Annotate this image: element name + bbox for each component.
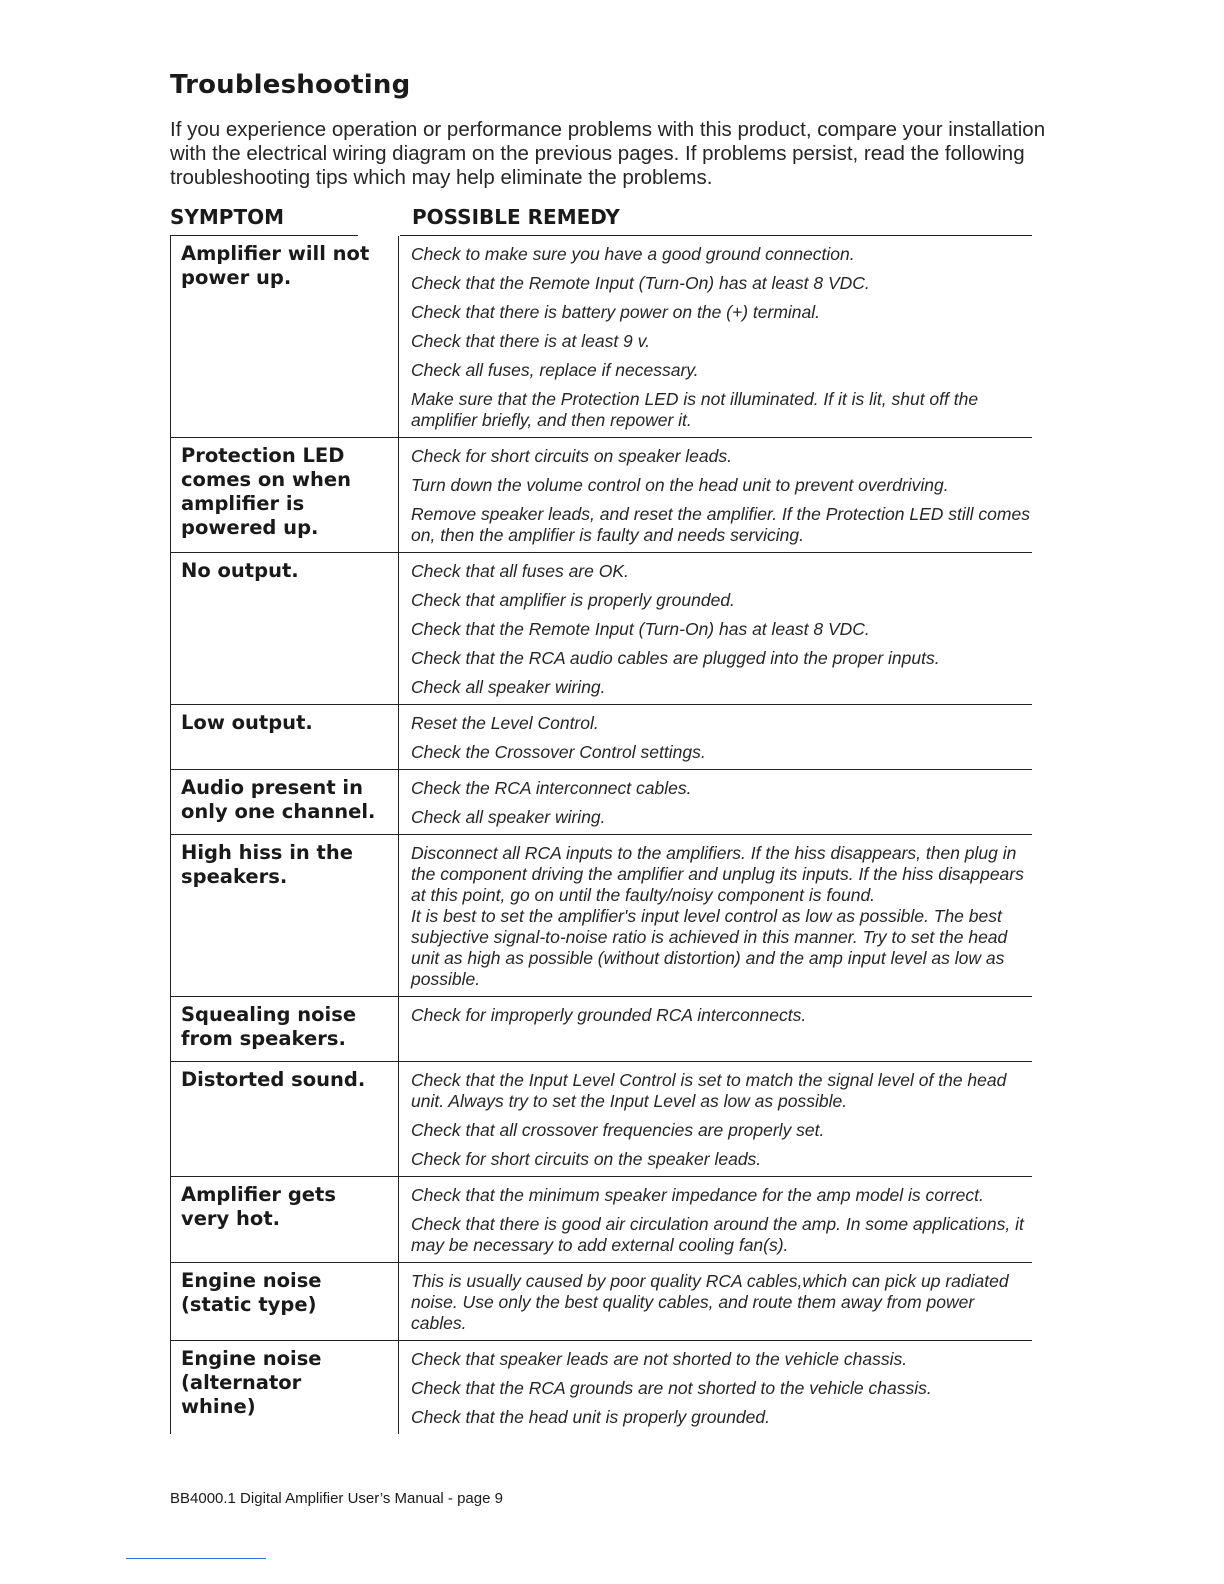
remedy-item: Check to make sure you have a good ground connection.: [411, 244, 855, 264]
symptom-cell: [170, 236, 398, 437]
bottom-link-rule: [126, 1558, 266, 1559]
remedy-item: This is usually caused by poor quality RCA cables,which can pick up radiated noise. Use only the best quality cables, and route them away from power cables.: [411, 1271, 1009, 1333]
symptom-text: Protection LED comes on when amplifier is powered up.: [181, 444, 351, 539]
remedy-cell: [398, 997, 1032, 1061]
symptom-cell: [170, 770, 398, 834]
remedy-item: Check that the minimum speaker impedance for the amp model is correct.: [411, 1185, 984, 1205]
table-row: [170, 996, 1032, 1061]
page-footer: BB4000.1 Digital Amplifier User’s Manual - page 9: [170, 1490, 503, 1507]
symptom-text: Amplifier will not power up.: [181, 242, 370, 289]
remedy-cell: [398, 1177, 1032, 1262]
remedy-item: Check for improperly grounded RCA interconnects.: [411, 1005, 807, 1025]
remedy-cell: [398, 438, 1032, 552]
remedy-item: Check that the RCA audio cables are plugged into the proper inputs.: [411, 648, 940, 668]
remedy-item: Check all speaker wiring.: [411, 677, 606, 697]
remedy-cell: [398, 1263, 1032, 1340]
table-row: [170, 552, 1032, 704]
symptom-column-header: SYMPTOM: [170, 205, 284, 229]
symptom-cell: [170, 705, 398, 769]
remedy-item: Check that the Remote Input (Turn-On) has at least 8 VDC.: [411, 273, 870, 293]
remedy-item: Make sure that the Protection LED is not illuminated. If it is lit, shut off the amplifier briefly, and then repower it.: [411, 389, 979, 430]
symptom-cell: [170, 997, 398, 1061]
symptom-cell: [170, 1177, 398, 1262]
remedy-item: Check all fuses, replace if necessary.: [411, 360, 699, 380]
remedy-item: Check that all fuses are OK.: [411, 561, 629, 581]
remedy-item: Turn down the volume control on the head unit to prevent overdriving.: [411, 475, 949, 495]
remedy-cell: [398, 1062, 1032, 1176]
symptom-text: Engine noise (static type): [181, 1269, 322, 1316]
symptom-cell: [170, 1062, 398, 1176]
symptom-text: Engine noise (alternator whine): [181, 1347, 322, 1418]
remedy-column-header: POSSIBLE REMEDY: [412, 205, 620, 229]
symptom-text: Squealing noise from speakers.: [181, 1003, 357, 1050]
remedy-cell: [398, 236, 1032, 437]
symptom-text: Low output.: [181, 711, 313, 734]
table-row: [170, 1262, 1032, 1340]
remedy-item: Check for short circuits on the speaker leads.: [411, 1149, 762, 1169]
symptom-cell: [170, 1263, 398, 1340]
remedy-item: Reset the Level Control.: [411, 713, 599, 733]
symptom-text: Amplifier gets very hot.: [181, 1183, 336, 1230]
symptom-text: High hiss in the speakers.: [181, 841, 353, 888]
symptom-text: No output.: [181, 559, 299, 582]
remedy-item: Check that amplifier is properly grounded.: [411, 590, 735, 610]
symptom-cell: [170, 835, 398, 996]
page-title: Troubleshooting: [170, 70, 411, 100]
remedy-item: Check that there is battery power on the (+) terminal.: [411, 302, 821, 322]
symptom-text: Distorted sound.: [181, 1068, 366, 1091]
remedy-item: Check that the Input Level Control is set to match the signal level of the head unit. Always try to set the Input Level as low as possible.: [411, 1070, 1007, 1111]
table-row: [170, 437, 1032, 552]
symptom-text: Audio present in only one channel.: [181, 776, 376, 823]
remedy-item: Check all speaker wiring.: [411, 807, 606, 827]
remedy-item: Check the RCA interconnect cables.: [411, 778, 692, 798]
remedy-item: Check the Crossover Control settings.: [411, 742, 706, 762]
remedy-item: Check that the Remote Input (Turn-On) has at least 8 VDC.: [411, 619, 870, 639]
remedy-item: Check that there is good air circulation around the amp. In some applications, it may be necessary to add external cooling fan(s).: [411, 1214, 1024, 1255]
remedy-cell: [398, 770, 1032, 834]
symptom-cell: [170, 438, 398, 552]
symptom-cell: [170, 1341, 398, 1434]
remedy-cell: [398, 705, 1032, 769]
troubleshooting-table: [170, 236, 1032, 1434]
remedy-item: Check that the RCA grounds are not shorted to the vehicle chassis.: [411, 1378, 932, 1398]
table-row: [170, 1340, 1032, 1434]
remedy-item: It is best to set the amplifier's input level control as low as possible. The best subjective signal-to-noise ratio is achieved in this manner. Try to set the head unit as high as possible (without distortion) and the amp input level as low as possible.: [411, 906, 1008, 989]
table-row: [170, 769, 1032, 834]
table-row: [170, 1061, 1032, 1176]
remedy-item: Check that speaker leads are not shorted to the vehicle chassis.: [411, 1349, 908, 1369]
remedy-cell: [398, 1341, 1032, 1434]
remedy-item: Check for short circuits on speaker leads.: [411, 446, 732, 466]
symptom-cell: [170, 553, 398, 704]
table-row: [170, 704, 1032, 769]
remedy-item: Check that all crossover frequencies are properly set.: [411, 1120, 825, 1140]
table-row: [170, 834, 1032, 996]
remedy-cell: [398, 835, 1032, 996]
remedy-item: Check that the head unit is properly grounded.: [411, 1407, 770, 1427]
table-row: [170, 236, 1032, 437]
remedy-item: Check that there is at least 9 v.: [411, 331, 650, 351]
remedy-cell: [398, 553, 1032, 704]
table-row: [170, 1176, 1032, 1262]
remedy-item: Remove speaker leads, and reset the amplifier. If the Protection LED still comes on, then the amplifier is faulty and needs servicing.: [411, 504, 1030, 545]
remedy-item: Disconnect all RCA inputs to the amplifiers. If the hiss disappears, then plug in the component driving the amplifier and unplug its inputs. If the hiss disappears at this point, go on until the faulty/noisy component is found.: [411, 843, 1024, 905]
intro-paragraph: If you experience operation or performance problems with this product, compare your installation with the electrical wiring diagram on the previous pages. If problems persist, read the following troubleshooting tips which may help eliminate the problems.: [170, 118, 1046, 189]
